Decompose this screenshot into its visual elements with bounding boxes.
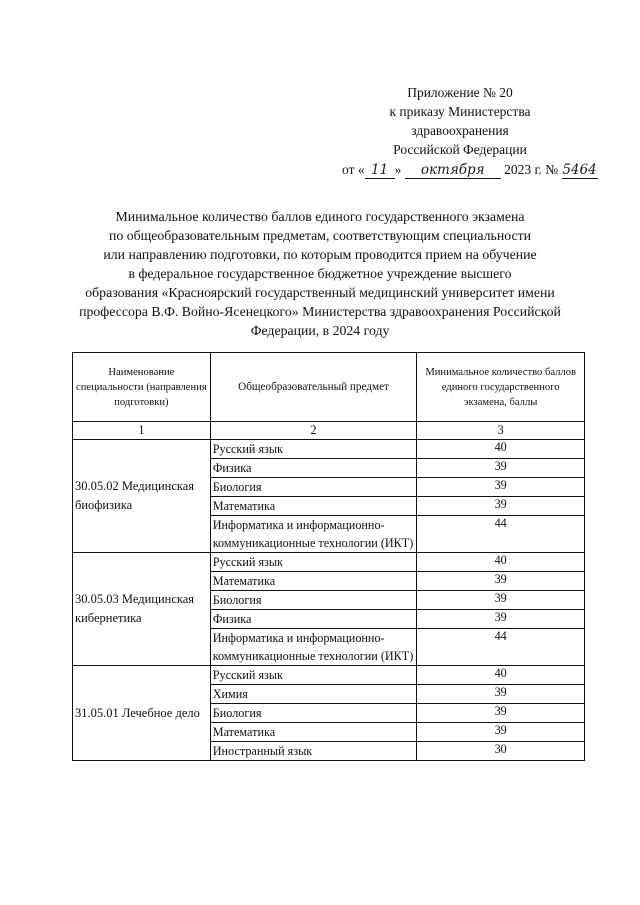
annex-line: к приказу Министерства — [389, 104, 531, 119]
score-cell: 39 — [417, 610, 585, 629]
annex-line: Приложение № 20 — [407, 85, 513, 100]
table-row — [73, 666, 585, 685]
score-cell: 39 — [417, 704, 585, 723]
order-number-handwritten: 5464 — [562, 162, 597, 178]
annex-line: Российской Федерации — [393, 142, 527, 157]
subject-cell: Русский язык — [210, 440, 417, 459]
min-scores-table — [72, 352, 585, 761]
score-cell: 39 — [417, 723, 585, 742]
subject-cell: Информатика и информационно-коммуникационные технологии (ИКТ) — [210, 629, 417, 666]
subject-cell: Химия — [210, 685, 417, 704]
subject-cell: Биология — [210, 704, 417, 723]
date-year: 2023 г. № — [504, 162, 559, 177]
subject-cell: Биология — [210, 478, 417, 497]
score-cell: 39 — [417, 685, 585, 704]
score-cell: 44 — [417, 516, 585, 553]
title-line: образования «Красноярский государственный медицинский университет имени — [85, 285, 555, 300]
subject-cell: Русский язык — [210, 666, 417, 685]
title-line: в федеральное государственное бюджетное учреждение высшего — [128, 266, 512, 281]
specialty-cell: 30.05.02 Медицинская биофизика — [73, 440, 211, 553]
annex-line: здравоохранения — [411, 123, 509, 138]
column-number: 2 — [210, 422, 417, 440]
score-cell: 39 — [417, 572, 585, 591]
title-line: или направлению подготовки, по которым проводится прием на обучение — [103, 247, 537, 262]
header-subject: Общеобразовательный предмет — [210, 353, 417, 422]
subject-cell: Русский язык — [210, 553, 417, 572]
score-cell: 44 — [417, 629, 585, 666]
score-cell: 30 — [417, 742, 585, 761]
column-number: 1 — [73, 422, 211, 440]
specialty-cell: 30.05.03 Медицинская кибернетика — [73, 553, 211, 666]
score-cell: 39 — [417, 478, 585, 497]
date-day-handwritten: 11 — [365, 162, 395, 179]
column-number: 3 — [417, 422, 585, 440]
subject-cell: Математика — [210, 723, 417, 742]
table-row — [73, 440, 585, 459]
table-row — [73, 553, 585, 572]
column-number-row — [73, 422, 585, 440]
title-line: профессора В.Ф. Войно-Ясенецкого» Министерства здравоохранения Российской — [79, 304, 561, 319]
score-cell: 40 — [417, 666, 585, 685]
specialty-cell: 31.05.01 Лечебное дело — [73, 666, 211, 761]
subject-cell: Биология — [210, 591, 417, 610]
document-title — [40, 207, 600, 340]
order-date-line — [330, 160, 597, 179]
score-cell: 39 — [417, 497, 585, 516]
subject-cell: Иностранный язык — [210, 742, 417, 761]
title-line: Федерации, в 2024 году — [250, 323, 390, 338]
subject-cell: Физика — [210, 610, 417, 629]
date-mid: » — [394, 162, 402, 177]
header-score: Минимальное количество баллов единого государственного экзамена, баллы — [417, 353, 585, 422]
title-line: по общеобразовательным предметам, соответствующим специальности — [108, 228, 531, 243]
subject-cell: Математика — [210, 497, 417, 516]
date-month-handwritten: октября — [405, 162, 501, 179]
score-cell: 39 — [417, 591, 585, 610]
score-cell: 39 — [417, 459, 585, 478]
score-cell: 40 — [417, 553, 585, 572]
subject-cell: Физика — [210, 459, 417, 478]
title-line: Минимальное количество баллов единого государственного экзамена — [115, 209, 525, 224]
subject-cell: Математика — [210, 572, 417, 591]
score-cell: 40 — [417, 440, 585, 459]
annex-header — [330, 83, 597, 179]
date-prefix: от « — [342, 162, 365, 177]
table-body — [73, 422, 585, 761]
header-specialty: Наименование специальности (направления подготовки) — [73, 353, 211, 422]
subject-cell: Информатика и информационно-коммуникационные технологии (ИКТ) — [210, 516, 417, 553]
